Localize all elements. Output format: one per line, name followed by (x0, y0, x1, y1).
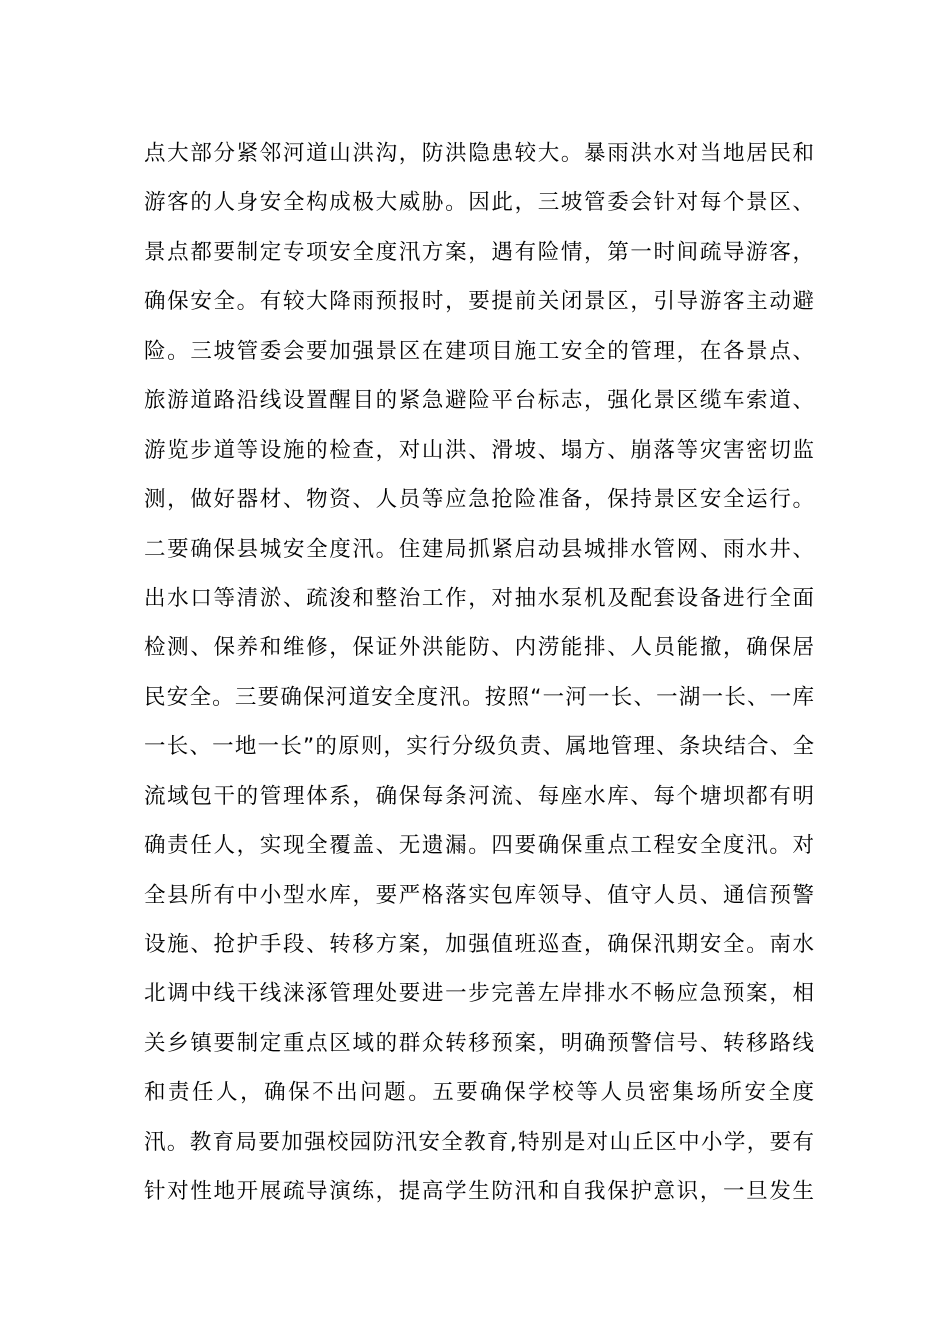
text-line: 景点都要制定专项安全度汛方案，遇有险情，第一时间疏导游客， (144, 239, 814, 265)
text-line: 出水口等清淤、疏浚和整治工作，对抽水泵机及配套设备进行全面 (144, 585, 814, 611)
text-line: 测，做好器材、物资、人员等应急抢险准备，保持景区安全运行。 (144, 487, 814, 513)
text-line: 流域包干的管理体系，确保每条河流、每座水库、每个塘坝都有明 (144, 783, 814, 809)
text-line: 游客的人身安全构成极大威胁。因此，三坡管委会针对每个景区、 (144, 190, 814, 216)
text-line: 针对性地开展疏导演练，提高学生防汛和自我保护意识，一旦发生 (144, 1179, 814, 1205)
text-line: 民安全。三要确保河道安全度汛。按照“一河一长、一湖一长、一库 (144, 684, 814, 710)
text-line: 和责任人，确保不出问题。五要确保学校等人员密集场所安全度 (144, 1080, 814, 1106)
text-line: 点大部分紧邻河道山洪沟，防洪隐患较大。暴雨洪水对当地居民和 (144, 141, 814, 166)
text-line: 险。三坡管委会要加强景区在建项目施工安全的管理，在各景点、 (144, 338, 814, 364)
body-text (144, 129, 814, 1217)
text-line: 检测、保养和维修，保证外洪能防、内涝能排、人员能撤，确保居 (144, 635, 814, 661)
text-line: 关乡镇要制定重点区域的群众转移预案，明确预警信号、转移路线 (144, 1030, 814, 1056)
text-line: 旅游道路沿线设置醒目的紧急避险平台标志，强化景区缆车索道、 (144, 388, 814, 414)
text-line: 游览步道等设施的检查，对山洪、滑坡、塌方、崩落等灾害密切监 (144, 437, 814, 463)
text-line: 汛。教育局要加强校园防汛安全教育,特别是对山丘区中小学，要有 (144, 1129, 814, 1155)
text-line: 确责任人，实现全覆盖、无遗漏。四要确保重点工程安全度汛。对 (144, 833, 814, 859)
text-line: 全县所有中小型水库，要严格落实包库领导、值守人员、通信预警 (144, 882, 814, 908)
text-line: 北调中线干线涞涿管理处要进一步完善左岸排水不畅应急预案，相 (144, 981, 814, 1007)
text-line: 确保安全。有较大降雨预报时，要提前关闭景区，引导游客主动避 (144, 289, 814, 315)
text-line: 一长、一地一长”的原则，实行分级负责、属地管理、条块结合、全 (144, 734, 814, 760)
text-line: 设施、抢护手段、转移方案，加强值班巡查，确保汛期安全。南水 (144, 932, 814, 957)
text-line: 二要确保县城安全度汛。住建局抓紧启动县城排水管网、雨水井、 (144, 536, 814, 562)
